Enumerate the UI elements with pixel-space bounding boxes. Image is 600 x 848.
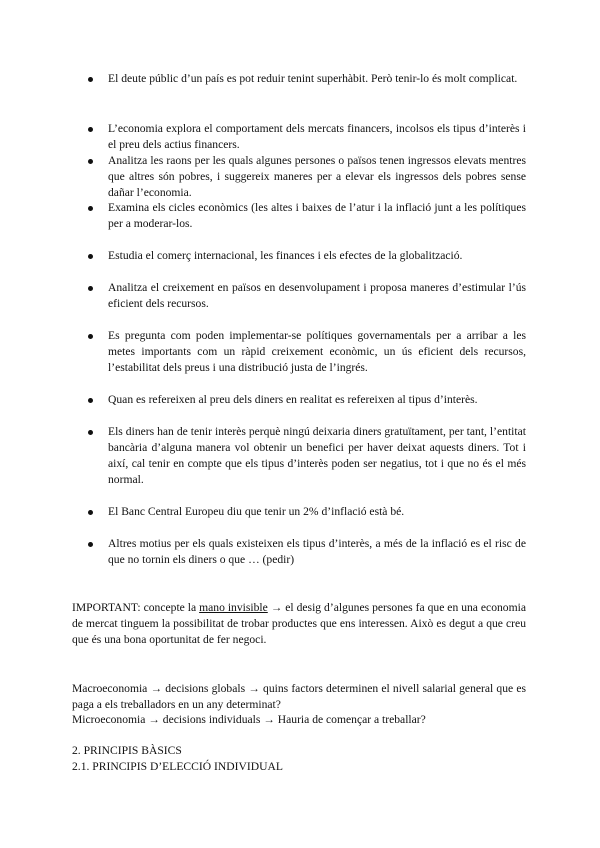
bullet-text: El Banc Central Europeu diu que tenir un 2% d’inflació està bé. [108, 505, 405, 518]
bullet-item [108, 248, 526, 264]
bullet-dot-icon [88, 77, 93, 82]
bullet-text: L’economia explora el comportament dels mercats financers, incolsos els tipus d’interès i el preu dels actius financers. [108, 122, 526, 151]
bullet-dot-icon [88, 254, 93, 259]
mano-invisible-term: mano invisible [199, 601, 268, 614]
bullet-dot-icon [88, 542, 93, 547]
bullet-text: Estudia el comerç internacional, les finances i els efectes de la globalització. [108, 249, 463, 262]
microeconomia-line: Microeconomia → decisions individuals → Hauria de començar a treballar? [72, 713, 426, 726]
bullet-item [108, 71, 526, 87]
bullet-text: Analitza el creixement en països en desenvolupament i proposa maneres d’estimular l’ús eficient dels recursos. [108, 281, 526, 310]
bullet-text: Altres motius per els quals existeixen els tipus d’interès, a més de la inflació es el risc de que no tornin els diners o que … (pedir) [108, 537, 526, 566]
subsection-heading: 2.1. PRINCIPIS D’ELECCIÓ INDIVIDUAL [72, 760, 283, 773]
bullet-item [108, 536, 526, 568]
bullet-text: Analitza les raons per les quals algunes persones o països tenen ingressos elevats mentres que altres són pobres, i suggereix maneres per a elevar els ingressos dels pobres sense dañar l’economia. [108, 154, 526, 199]
bullet-dot-icon [88, 206, 93, 211]
bullet-dot-icon [88, 510, 93, 515]
bullet-dot-icon [88, 334, 93, 339]
bullet-dot-icon [88, 430, 93, 435]
section-heading: 2. PRINCIPIS BÀSICS [72, 744, 182, 757]
bullet-dot-icon [88, 127, 93, 132]
bullet-text: Examina els cicles econòmics (les altes i baixes de l’atur i la inflació junt a les polítiques per a moderar-los. [108, 201, 526, 230]
bullet-item [108, 200, 526, 232]
bullet-item [108, 121, 526, 153]
bullet-item [108, 328, 526, 376]
important-prefix: IMPORTANT: concepte la [72, 601, 200, 614]
bullet-dot-icon [88, 159, 93, 164]
bullet-item [108, 392, 526, 408]
macroeconomia-line: Macroeconomia → decisions globals → quins factors determinen el nivell salarial general que es paga a els treballadors en un any determinat? [72, 682, 526, 711]
important-note [72, 600, 526, 648]
bullet-text: Quan es refereixen al preu dels diners en realitat es refereixen al tipus d’interès. [108, 393, 478, 406]
bullet-item [108, 280, 526, 312]
bullet-text: Es pregunta com poden implementar-se polítiques governamentals per a arribar a les metes importants com un ràpid creixement econòmic, un ús eficient dels recursos, l’estabilitat dels preus i una distribució justa de l’ingrés. [108, 329, 526, 374]
bullet-item [108, 153, 526, 201]
important-suffix: → el desig d’algunes persones fa que en una economia de mercat tinguem la possibilitat de trobar productes que ens interessen. Això es degut a que creu que és una bona oportunitat de fer negoci. [72, 601, 526, 646]
bullet-item [108, 424, 526, 488]
bullet-dot-icon [88, 398, 93, 403]
bullet-text: El deute públic d’un país es pot reduir tenint superhàbit. Però tenir-lo és molt complicat. [108, 72, 518, 85]
bullet-dot-icon [88, 286, 93, 291]
bullet-text: Els diners han de tenir interès perquè ningú deixaria diners gratuïtament, per tant, l’entitat bancària d’alguna manera vol obtenir un benefici per haver deixat aquests diners. Tot i així, cal tenir en compte que els tipus d’interès poden ser negatius, tot i que no és el més normal. [108, 425, 526, 486]
bullet-item [108, 504, 526, 520]
